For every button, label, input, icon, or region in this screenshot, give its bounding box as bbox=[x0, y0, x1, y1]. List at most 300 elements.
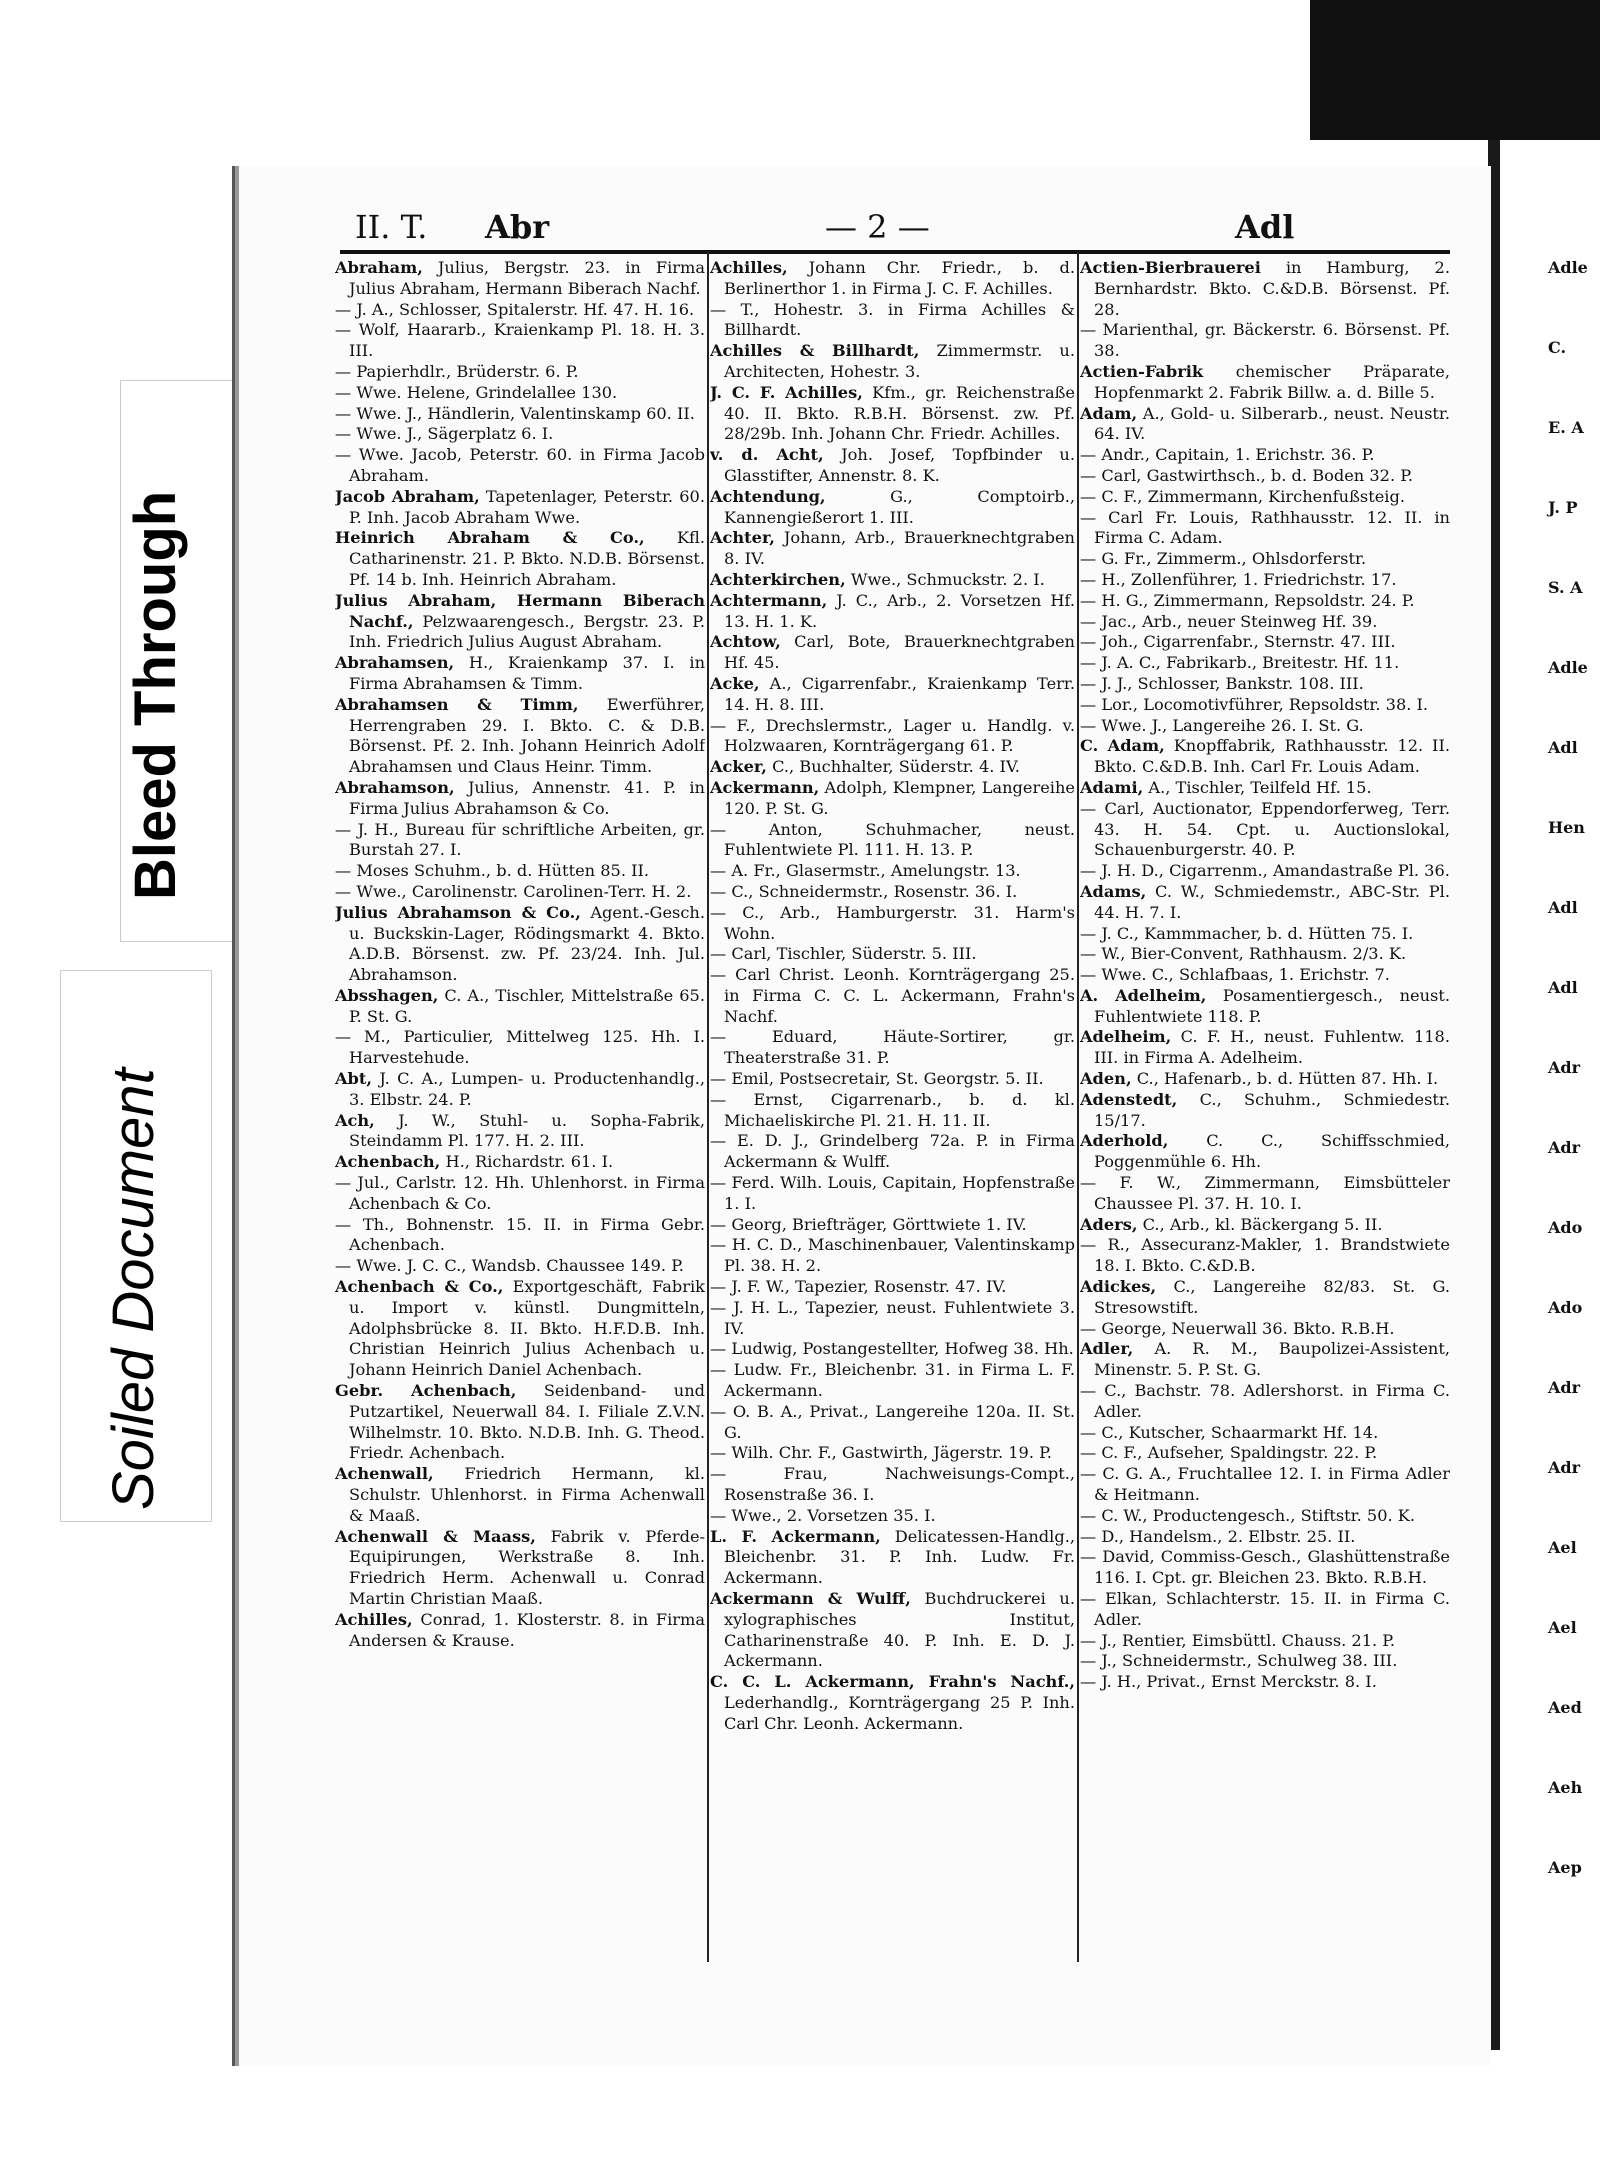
entry-text: Ewerführer, Herrengraben 29. I. Bkto. C. & D.B. Börsenst. Pf. 2. Inh. Johann Heinrich Adolf Abrahamsen und Claus Heinr. Timm. bbox=[349, 694, 705, 777]
entry-text: G., Comptoirb., Kannengießerort 1. III. bbox=[724, 486, 1075, 527]
directory-entry bbox=[335, 695, 705, 778]
entry-text: — Marienthal, gr. Bäckerstr. 6. Börsenst. Pf. 38. bbox=[1080, 320, 1450, 361]
entry-text: — C., Bachstr. 78. Adlershorst. in Firma C. Adler. bbox=[1080, 1381, 1450, 1421]
directory-entry bbox=[1080, 508, 1450, 550]
directory-entry bbox=[1080, 1651, 1450, 1672]
directory-entry bbox=[1080, 1277, 1450, 1319]
directory-entry bbox=[710, 903, 1075, 945]
directory-entry bbox=[710, 1027, 1075, 1069]
directory-entry bbox=[335, 258, 705, 300]
entry-text: C., Arb., kl. Bäckergang 5. II. bbox=[1137, 1214, 1383, 1234]
entry-text: in Hamburg, 2. Bernhardstr. Bkto. C.&D.B. Börsenst. Pf. 28. bbox=[1094, 258, 1450, 319]
entry-text: — J. H., Privat., Ernst Merckstr. 8. I. bbox=[1080, 1672, 1377, 1692]
entry-text: H., Kraienkamp 37. I. in Firma Abrahamsen & Timm. bbox=[349, 653, 705, 693]
next-page-fragment: S. A bbox=[1548, 578, 1583, 597]
directory-entry bbox=[1080, 882, 1450, 924]
next-page-fragment: Adl bbox=[1548, 978, 1578, 997]
directory-entry bbox=[710, 528, 1075, 570]
entry-text: Wwe., Schmuckstr. 2. I. bbox=[845, 569, 1045, 589]
next-page-fragment: E. A bbox=[1548, 418, 1584, 437]
entry-name: Adelheim, bbox=[1080, 1027, 1172, 1047]
entry-text: C., Hafenarb., b. d. Hütten 87. Hh. I. bbox=[1131, 1069, 1439, 1089]
entry-text: Friedrich Hermann, kl. Schulstr. Uhlenhorst. in Firma Achenwall & Maaß. bbox=[349, 1464, 705, 1525]
entry-text: — Wwe. J., Sägerplatz 6. I. bbox=[335, 424, 554, 444]
entry-text: — T., Hohestr. 3. in Firma Achilles & Billhardt. bbox=[710, 299, 1075, 340]
entry-text: — F. W., Zimmermann, Eimsbütteler Chaussee Pl. 37. H. 10. I. bbox=[1080, 1173, 1450, 1213]
entry-text: H., Richardstr. 61. I. bbox=[440, 1152, 614, 1172]
entry-text: J. C., Arb., 2. Vorsetzen Hf. 13. H. 1. K. bbox=[724, 590, 1075, 631]
entry-text: Posamentiergesch., neust. Fuhlentwiete 118. P. bbox=[1094, 985, 1450, 1026]
directory-entry bbox=[335, 445, 705, 487]
entry-text: — C. W., Productengesch., Stiftstr. 50. K. bbox=[1080, 1505, 1416, 1525]
next-page-fragment: J. P bbox=[1548, 498, 1578, 517]
entry-text: — W., Bier-Convent, Rathhausm. 2/3. K. bbox=[1080, 944, 1407, 964]
entry-text: — Moses Schuhm., b. d. Hütten 85. II. bbox=[335, 861, 650, 881]
directory-entry bbox=[1080, 1131, 1450, 1173]
entry-text: — J. C., Kammmacher, b. d. Hütten 75. I. bbox=[1080, 923, 1414, 943]
directory-entry bbox=[1080, 1381, 1450, 1423]
directory-entry bbox=[335, 1027, 705, 1069]
next-page-fragment: Aed bbox=[1548, 1698, 1582, 1717]
directory-entry bbox=[335, 424, 705, 445]
directory-entry bbox=[335, 528, 705, 590]
entry-text: — C., Schneidermstr., Rosenstr. 36. I. bbox=[710, 881, 1018, 901]
entry-text: Carl, Bote, Brauerknechtgraben Hf. 45. bbox=[724, 632, 1075, 673]
entry-name: Achilles, bbox=[710, 258, 788, 277]
entry-text: — Carl, Auctionator, Eppendorferweg, Terr. 43. H. 54. Cpt. u. Auctionslokal, Schauenburgerstr. 40. P. bbox=[1080, 798, 1450, 860]
next-page-fragment: Adl bbox=[1548, 738, 1578, 757]
page-number: — 2 — bbox=[825, 208, 930, 246]
entry-text: C. C., Schiffsschmied, Poggenmühle 6. Hh. bbox=[1094, 1131, 1450, 1172]
entry-text: A., Cigarrenfabr., Kraienkamp Terr. 14. H. 8. III. bbox=[724, 673, 1075, 714]
entry-text: Johann, Arb., Brauerknechtgraben 8. IV. bbox=[724, 528, 1075, 569]
entry-name: Jacob Abraham, bbox=[335, 486, 480, 506]
entry-text: Adolph, Klempner, Langereihe 120. P. St. G. bbox=[724, 777, 1075, 818]
entry-text: — J. H. L., Tapezier, neust. Fuhlentwiete 3. IV. bbox=[710, 1297, 1075, 1338]
directory-entry bbox=[335, 1111, 705, 1153]
directory-entry bbox=[1080, 778, 1450, 799]
directory-entry bbox=[710, 632, 1075, 674]
entry-text: — G. Fr., Zimmerm., Ohlsdorferstr. bbox=[1080, 549, 1367, 569]
entry-text: — J. F. W., Tapezier, Rosenstr. 47. IV. bbox=[710, 1277, 1007, 1297]
entry-text: Johann Chr. Friedr., b. d. Berlinerthor 1. in Firma J. C. F. Achilles. bbox=[724, 258, 1075, 298]
entry-text: — Elkan, Schlachterstr. 15. II. in Firma C. Adler. bbox=[1080, 1589, 1450, 1629]
directory-entry bbox=[710, 1069, 1075, 1090]
next-page-fragment: Adl bbox=[1548, 898, 1578, 917]
next-page-fragment: Adr bbox=[1548, 1138, 1581, 1157]
directory-entry bbox=[710, 1235, 1075, 1277]
entry-text: — Georg, Briefträger, Görttwiete 1. IV. bbox=[710, 1214, 1027, 1234]
directory-entry bbox=[1080, 1547, 1450, 1589]
directory-entry bbox=[710, 1506, 1075, 1527]
entry-text: — Carl Christ. Leonh. Kornträgergang 25. in Firma C. C. L. Ackermann, Frahn's Nachf. bbox=[710, 965, 1075, 1026]
directory-entry bbox=[1080, 549, 1450, 570]
directory-entry bbox=[335, 903, 705, 986]
entry-name: Achterkirchen, bbox=[710, 569, 846, 589]
entry-text: — D., Handelsm., 2. Elbstr. 25. II. bbox=[1080, 1526, 1356, 1546]
directory-entry bbox=[335, 778, 705, 820]
entry-text: — Andr., Capitain, 1. Erichstr. 36. P. bbox=[1080, 445, 1375, 465]
entry-text: Buchdruckerei u. xylographisches Institut, Catharinenstraße 40. P. Inh. E. D. J. Ackermann. bbox=[724, 1589, 1075, 1671]
directory-entry bbox=[335, 861, 705, 882]
entry-text: — Ludwig, Postangestellter, Hofweg 38. Hh. bbox=[710, 1339, 1074, 1359]
entry-text: — R., Assecuranz-Makler, 1. Brandstwiete 18. I. Bkto. C.&D.B. bbox=[1080, 1235, 1450, 1276]
entry-text: — George, Neuerwall 36. Bkto. R.B.H. bbox=[1080, 1318, 1395, 1338]
directory-entry bbox=[1080, 258, 1450, 320]
entry-text: — Ernst, Cigarrenarb., b. d. kl. Michaeliskirche Pl. 21. H. 11. II. bbox=[710, 1089, 1075, 1130]
directory-entry bbox=[710, 1527, 1075, 1589]
directory-entry bbox=[1080, 362, 1450, 404]
next-page-fragment: Hen bbox=[1548, 818, 1585, 837]
directory-entry bbox=[710, 1443, 1075, 1464]
directory-entry bbox=[1080, 320, 1450, 362]
directory-entry bbox=[1080, 1319, 1450, 1340]
directory-entry bbox=[1080, 674, 1450, 695]
entry-text: A. R. M., Baupolizei-Assistent, Minenstr. 5. P. St. G. bbox=[1094, 1339, 1450, 1380]
directory-entry bbox=[335, 1152, 705, 1173]
next-page-fragment: Ael bbox=[1548, 1538, 1577, 1557]
directory-entry bbox=[335, 487, 705, 529]
entry-name: Actien-Bierbrauerei bbox=[1080, 258, 1261, 277]
entry-name: Achilles & Billhardt, bbox=[710, 341, 920, 361]
header-left-word: Abr bbox=[485, 208, 550, 246]
directory-entry bbox=[335, 653, 705, 695]
entry-text: Agent.-Gesch. u. Buckskin-Lager, Rödingsmarkt 4. Bkto. A.D.B. Börsenst. zw. Pf. 23/24. Inh. Jul. Abrahamson. bbox=[349, 902, 705, 985]
entry-text: — C., Kutscher, Schaarmarkt Hf. 14. bbox=[1080, 1422, 1379, 1442]
directory-entry bbox=[710, 341, 1075, 383]
entry-text: — Jac., Arb., neuer Steinweg Hf. 39. bbox=[1080, 611, 1378, 631]
entry-text: A., Gold- u. Silberarb., neust. Neustr. 64. IV. bbox=[1094, 403, 1450, 444]
directory-entry bbox=[335, 1464, 705, 1526]
entry-text: — J. H. D., Cigarrenm., Amandastraße Pl. 36. bbox=[1080, 861, 1450, 881]
directory-entry bbox=[710, 258, 1075, 300]
entry-text: Pelzwaarengesch., Bergstr. 23. P. Inh. Friedrich Julius August Abraham. bbox=[349, 611, 705, 652]
entry-name: Heinrich Abraham & Co., bbox=[335, 528, 645, 548]
directory-entry bbox=[710, 1402, 1075, 1444]
directory-entry bbox=[710, 882, 1075, 903]
entry-text: — Ludw. Fr., Bleichenbr. 31. in Firma L. F. Ackermann. bbox=[710, 1360, 1075, 1401]
entry-text: — Wwe. Helene, Grindelallee 130. bbox=[335, 382, 618, 402]
next-page-fragment: Adr bbox=[1548, 1378, 1581, 1397]
entry-text: — Wwe. C., Schlafbaas, 1. Erichstr. 7. bbox=[1080, 965, 1390, 985]
directory-entry bbox=[710, 487, 1075, 529]
directory-entry bbox=[710, 1339, 1075, 1360]
directory-entry bbox=[710, 383, 1075, 445]
entry-name: Achtow, bbox=[710, 632, 781, 652]
annotation-labels bbox=[60, 380, 210, 1520]
next-page-fragment: Adle bbox=[1548, 258, 1588, 277]
entry-text: Tapetenlager, Peterstr. 60. P. Inh. Jacob Abraham Wwe. bbox=[349, 486, 705, 527]
column-1 bbox=[335, 258, 705, 1968]
next-page-fragment: Aep bbox=[1548, 1858, 1582, 1877]
directory-entry bbox=[710, 1360, 1075, 1402]
entry-name: Abrahamson, bbox=[335, 777, 455, 797]
entry-text: — J. A. C., Fabrikarb., Breitestr. Hf. 11. bbox=[1080, 653, 1400, 673]
entry-text: — Eduard, Häute-Sortirer, gr. Theaterstraße 31. P. bbox=[710, 1027, 1075, 1068]
entry-name: Aden, bbox=[1080, 1069, 1132, 1089]
next-page-fragment: Ado bbox=[1548, 1298, 1583, 1317]
entry-text: Kfl. Catharinenstr. 21. P. Bkto. N.D.B. Börsenst. Pf. 14 b. Inh. Heinrich Abraham. bbox=[349, 528, 705, 589]
entry-text: J. W., Stuhl- u. Sopha-Fabrik, Steindamm Pl. 177. H. 2. III. bbox=[349, 1110, 705, 1151]
directory-entry bbox=[1080, 404, 1450, 446]
entry-name: Ach, bbox=[335, 1110, 375, 1130]
entry-name: C. Adam, bbox=[1080, 736, 1165, 756]
directory-entry bbox=[335, 1215, 705, 1257]
next-page-fragment: C. bbox=[1548, 338, 1567, 357]
entry-text: — O. B. A., Privat., Langereihe 120a. II. St. G. bbox=[710, 1401, 1075, 1442]
directory-entry bbox=[710, 1131, 1075, 1173]
directory-entry bbox=[1080, 1443, 1450, 1464]
entry-text: — J. A., Schlosser, Spitalerstr. Hf. 47. H. 16. bbox=[335, 299, 695, 319]
directory-entry bbox=[1080, 591, 1450, 612]
directory-entry bbox=[710, 944, 1075, 965]
directory-entry bbox=[1080, 861, 1450, 882]
entry-name: Achtermann, bbox=[710, 590, 828, 610]
entry-text: — M., Particulier, Mittelweg 125. Hh. I. Harvestehude. bbox=[335, 1027, 705, 1068]
entry-text: C., Schuhm., Schmiedestr. 15/17. bbox=[1094, 1089, 1450, 1130]
entry-name: Abrahamsen, bbox=[335, 653, 455, 673]
directory-entry bbox=[1080, 1506, 1450, 1527]
entry-name: C. C. L. Ackermann, Frahn's Nachf., bbox=[710, 1672, 1075, 1692]
directory-entry bbox=[710, 1464, 1075, 1506]
entry-text: Zimmermstr. u. Architecten, Hohestr. 3. bbox=[724, 341, 1075, 381]
directory-entry bbox=[710, 716, 1075, 758]
directory-entry bbox=[710, 1298, 1075, 1340]
entry-name: Ackermann & Wulff, bbox=[710, 1589, 911, 1608]
entry-text: C., Buchhalter, Süderstr. 4. IV. bbox=[766, 757, 1020, 777]
entry-text: C. A., Tischler, Mittelstraße 65. P. St. G. bbox=[349, 985, 705, 1026]
entry-text: J. C. A., Lumpen- u. Productenhandlg., 3. Elbstr. 24. P. bbox=[349, 1069, 705, 1109]
directory-entry bbox=[335, 591, 705, 653]
directory-entry bbox=[710, 445, 1075, 487]
next-page-edge bbox=[1500, 170, 1600, 2070]
entry-text: C. W., Schmiedemstr., ABC-Str. Pl. 44. H. 7. I. bbox=[1094, 881, 1450, 922]
entry-text: — H. C. D., Maschinenbauer, Valentinskamp Pl. 38. H. 2. bbox=[710, 1235, 1075, 1276]
entry-text: — J. J., Schlosser, Bankstr. 108. III. bbox=[1080, 673, 1364, 693]
entry-text: Lederhandlg., Kornträgergang 25 P. Inh. Carl Chr. Leonh. Ackermann. bbox=[724, 1692, 1075, 1733]
entry-text: chemischer Präparate, Hopfenmarkt 2. Fabrik Billw. a. d. Bille 5. bbox=[1094, 361, 1450, 402]
entry-text: Seidenband- und Putzartikel, Neuerwall 84. I. Filiale Z.V.N. Wilhelmstr. 10. Bkto. N.D.B. Inh. G. Theod. Friedr. Achenbach. bbox=[349, 1381, 705, 1463]
entry-name: Adler, bbox=[1080, 1339, 1134, 1359]
entry-name: Adami, bbox=[1080, 777, 1144, 797]
column-3 bbox=[1080, 258, 1450, 1968]
directory-entry bbox=[1080, 1235, 1450, 1277]
entry-text: — Wilh. Chr. F., Gastwirth, Jägerstr. 19. P. bbox=[710, 1443, 1052, 1463]
entry-text: — Joh., Cigarrenfabr., Sternstr. 47. III. bbox=[1080, 632, 1396, 652]
entry-name: Julius Abraham, Hermann Biberach Nachf., bbox=[335, 590, 705, 631]
directory-entry bbox=[710, 757, 1075, 778]
entry-text: — David, Commiss-Gesch., Glashüttenstraße 116. I. Cpt. gr. Bleichen 23. Bkto. R.B.H. bbox=[1080, 1547, 1450, 1588]
directory-entry bbox=[710, 1090, 1075, 1132]
entry-name: Adenstedt, bbox=[1080, 1089, 1178, 1109]
next-page-fragment: Aeh bbox=[1548, 1778, 1583, 1797]
soiled-document-label: Soiled Document bbox=[101, 1068, 166, 1510]
directory-entry bbox=[335, 1527, 705, 1610]
entry-text: — Carl Fr. Louis, Rathhausstr. 12. II. in Firma C. Adam. bbox=[1080, 507, 1450, 548]
entry-text: — Emil, Postsecretair, St. Georgstr. 5. II. bbox=[710, 1069, 1044, 1089]
header-rule bbox=[340, 250, 1450, 254]
next-page-fragment: Adr bbox=[1548, 1058, 1581, 1077]
next-page-fragment: Ael bbox=[1548, 1618, 1577, 1637]
entry-name: Achilles, bbox=[335, 1609, 413, 1629]
entry-name: Abrahamsen & Timm, bbox=[335, 694, 579, 714]
entry-text: — Carl, Tischler, Süderstr. 5. III. bbox=[710, 944, 977, 964]
entry-text: — Wwe., 2. Vorsetzen 35. I. bbox=[710, 1505, 936, 1525]
directory-entry bbox=[1080, 1215, 1450, 1236]
entry-text: — Wwe. Jacob, Peterstr. 60. in Firma Jacob Abraham. bbox=[335, 445, 705, 485]
entry-text: — Wwe., Carolinenstr. Carolinen-Terr. H. 2. bbox=[335, 881, 692, 901]
column-2 bbox=[710, 258, 1075, 1968]
directory-entry bbox=[335, 320, 705, 362]
directory-entry bbox=[335, 404, 705, 425]
directory-entry bbox=[1080, 736, 1450, 778]
entry-text: — Frau, Nachweisungs-Compt., Rosenstraße 36. I. bbox=[710, 1464, 1075, 1505]
entry-text: — C., Arb., Hamburgerstr. 31. Harm's Wohn. bbox=[710, 902, 1075, 943]
entry-name: Abraham, bbox=[335, 258, 423, 277]
directory-entry bbox=[1080, 1090, 1450, 1132]
entry-name: Gebr. Achenbach, bbox=[335, 1381, 517, 1401]
entry-text: Kfm., gr. Reichenstraße 40. II. Bkto. R.B.H. Börsenst. zw. Pf. 28/29b. Inh. Johann Chr. Friedr. Achilles. bbox=[724, 382, 1075, 444]
entry-text: — H., Zollenführer, 1. Friedrichstr. 17. bbox=[1080, 569, 1397, 589]
entry-name: Julius Abrahamson & Co., bbox=[335, 902, 581, 922]
entry-name: Absshagen, bbox=[335, 985, 439, 1005]
directory-entry bbox=[1080, 965, 1450, 986]
directory-entry bbox=[710, 820, 1075, 862]
entry-text: — Wwe. J., Händlerin, Valentinskamp 60. II. bbox=[335, 403, 695, 423]
entry-name: Adam, bbox=[1080, 403, 1138, 423]
entry-name: A. Adelheim, bbox=[1080, 985, 1207, 1005]
directory-entry bbox=[1080, 445, 1450, 466]
directory-entry bbox=[1080, 1173, 1450, 1215]
entry-text: — Th., Bohnenstr. 15. II. in Firma Gebr. Achenbach. bbox=[335, 1214, 705, 1255]
entry-text: — E. D. J., Grindelberg 72a. P. in Firma Ackermann & Wulff. bbox=[710, 1131, 1075, 1172]
entry-text: Julius, Bergstr. 23. in Firma Julius Abraham, Hermann Biberach Nachf. bbox=[349, 258, 705, 298]
entry-name: Achenbach & Co., bbox=[335, 1277, 504, 1297]
entry-name: Acker, bbox=[710, 757, 767, 777]
entry-text: Delicatessen-Handlg., Bleichenbr. 31. P. Inh. Ludw. Fr. Ackermann. bbox=[724, 1526, 1075, 1588]
directory-entry bbox=[1080, 1339, 1450, 1381]
entry-text: — C. F., Zimmermann, Kirchenfußsteig. bbox=[1080, 486, 1405, 506]
entry-text: — C. G. A., Fruchtallee 12. I. in Firma Adler & Heitmann. bbox=[1080, 1464, 1450, 1505]
entry-text: Julius, Annenstr. 41. P. in Firma Julius Abrahamson & Co. bbox=[349, 777, 705, 818]
column-divider bbox=[707, 252, 709, 1962]
directory-entry bbox=[710, 1277, 1075, 1298]
directory-entry bbox=[335, 820, 705, 862]
next-page-fragment: Ado bbox=[1548, 1218, 1583, 1237]
directory-entry bbox=[1080, 487, 1450, 508]
entry-name: Aders, bbox=[1080, 1214, 1138, 1234]
directory-entry bbox=[1080, 944, 1450, 965]
directory-entry bbox=[710, 570, 1075, 591]
directory-entry bbox=[710, 591, 1075, 633]
entry-text: Exportgeschäft, Fabrik u. Import v. künstl. Dungmitteln, Adolphsbrücke 8. II. Bkto. H.F.D.B. Inh. Christian Heinrich Julius Achenbach u. Johann Heinrich Daniel Achenbach. bbox=[349, 1277, 705, 1380]
directory-entry bbox=[710, 965, 1075, 1027]
next-page-fragment: Adle bbox=[1548, 658, 1588, 677]
entry-name: Adickes, bbox=[1080, 1277, 1157, 1297]
entry-name: Achtendung, bbox=[710, 486, 826, 506]
entry-text: — J. H., Bureau für schriftliche Arbeiten, gr. Burstah 27. I. bbox=[335, 819, 705, 860]
directory-entry bbox=[1080, 466, 1450, 487]
entry-name: J. C. F. Achilles, bbox=[710, 382, 863, 402]
entry-name: Achenwall & Maass, bbox=[335, 1526, 536, 1546]
entry-text: — Anton, Schuhmacher, neust. Fuhlentwiete Pl. 111. H. 13. P. bbox=[710, 819, 1075, 860]
directory-entry bbox=[1080, 799, 1450, 861]
directory-entry bbox=[1080, 1527, 1450, 1548]
directory-entry bbox=[1080, 653, 1450, 674]
directory-entry bbox=[335, 1381, 705, 1464]
header-section: II. T. bbox=[355, 208, 428, 246]
directory-entry bbox=[335, 383, 705, 404]
entry-name: Achenbach, bbox=[335, 1152, 441, 1172]
entry-text: A., Tischler, Teilfeld Hf. 15. bbox=[1143, 777, 1372, 797]
directory-entry bbox=[335, 1256, 705, 1277]
directory-entry bbox=[710, 674, 1075, 716]
directory-entry bbox=[335, 1069, 705, 1111]
page-header bbox=[355, 208, 1445, 252]
directory-entry bbox=[710, 300, 1075, 342]
directory-entry bbox=[1080, 612, 1450, 633]
directory-entry bbox=[1080, 695, 1450, 716]
directory-entry bbox=[710, 1589, 1075, 1672]
directory-entry bbox=[710, 778, 1075, 820]
directory-entry bbox=[1080, 924, 1450, 945]
entry-name: Aderhold, bbox=[1080, 1131, 1169, 1151]
entry-name: Ackermann, bbox=[710, 777, 820, 797]
header-right-word: Adl bbox=[1235, 208, 1295, 246]
column-divider bbox=[1077, 252, 1079, 1962]
directory-entry bbox=[335, 882, 705, 903]
entry-text: — H. G., Zimmermann, Repsoldstr. 24. P. bbox=[1080, 590, 1415, 610]
entry-name: Achter, bbox=[710, 528, 775, 548]
entry-name: L. F. Ackermann, bbox=[710, 1526, 881, 1546]
directory-entry bbox=[1080, 1672, 1450, 1693]
directory-entry bbox=[1080, 1631, 1450, 1652]
directory-entry bbox=[335, 300, 705, 321]
directory-entry bbox=[1080, 1423, 1450, 1444]
entry-text: — A. Fr., Glasermstr., Amelungstr. 13. bbox=[710, 861, 1021, 881]
directory-entry bbox=[335, 1277, 705, 1381]
entry-text: Conrad, 1. Klosterstr. 8. in Firma Andersen & Krause. bbox=[349, 1609, 705, 1650]
entry-text: Knopffabrik, Rathhausstr. 12. II. Bkto. C.&D.B. Inh. Carl Fr. Louis Adam. bbox=[1094, 736, 1450, 777]
directory-entry bbox=[335, 1173, 705, 1215]
entry-text: Fabrik v. Pferde-Equipirungen, Werkstraße 8. Inh. Friedrich Herm. Achenwall u. Conrad Martin Christian Maaß. bbox=[349, 1526, 705, 1608]
entry-text: — J., Rentier, Eimsbüttl. Chauss. 21. P. bbox=[1080, 1630, 1396, 1650]
entry-text: — Wwe. J., Langereihe 26. I. St. G. bbox=[1080, 715, 1364, 735]
scan-dark-edge-top bbox=[1310, 0, 1600, 140]
entry-text: Joh. Josef, Topfbinder u. Glasstifter, Annenstr. 8. K. bbox=[724, 445, 1075, 485]
entry-text: — J., Schneidermstr., Schulweg 38. III. bbox=[1080, 1651, 1398, 1671]
directory-entry bbox=[710, 1672, 1075, 1734]
directory-entry bbox=[335, 362, 705, 383]
entry-text: — C. F., Aufseher, Spaldingstr. 22. P. bbox=[1080, 1443, 1378, 1463]
entry-text: — F., Drechslermstr., Lager u. Handlg. v. Holzwaaren, Kornträgergang 61. P. bbox=[710, 715, 1075, 756]
entry-name: Adams, bbox=[1080, 881, 1147, 901]
entry-text: — Papierhdlr., Brüderstr. 6. P. bbox=[335, 361, 579, 381]
directory-entry bbox=[1080, 716, 1450, 737]
entry-text: — Lor., Locomotivführer, Repsoldstr. 38. I. bbox=[1080, 694, 1429, 714]
bleed-through-label: Bleed Through bbox=[123, 490, 188, 900]
entry-name: Achenwall, bbox=[335, 1464, 434, 1484]
directory-entry bbox=[335, 1610, 705, 1652]
entry-text: — Carl, Gastwirthsch., b. d. Boden 32. P. bbox=[1080, 465, 1414, 485]
directory-entry bbox=[1080, 1464, 1450, 1506]
directory-entry bbox=[710, 1215, 1075, 1236]
directory-entry bbox=[710, 1173, 1075, 1215]
directory-entry bbox=[1080, 1027, 1450, 1069]
directory-entry bbox=[335, 986, 705, 1028]
entry-name: Acke, bbox=[710, 673, 760, 693]
entry-text: — Wwe. J. C. C., Wandsb. Chaussee 149. P. bbox=[335, 1256, 684, 1276]
